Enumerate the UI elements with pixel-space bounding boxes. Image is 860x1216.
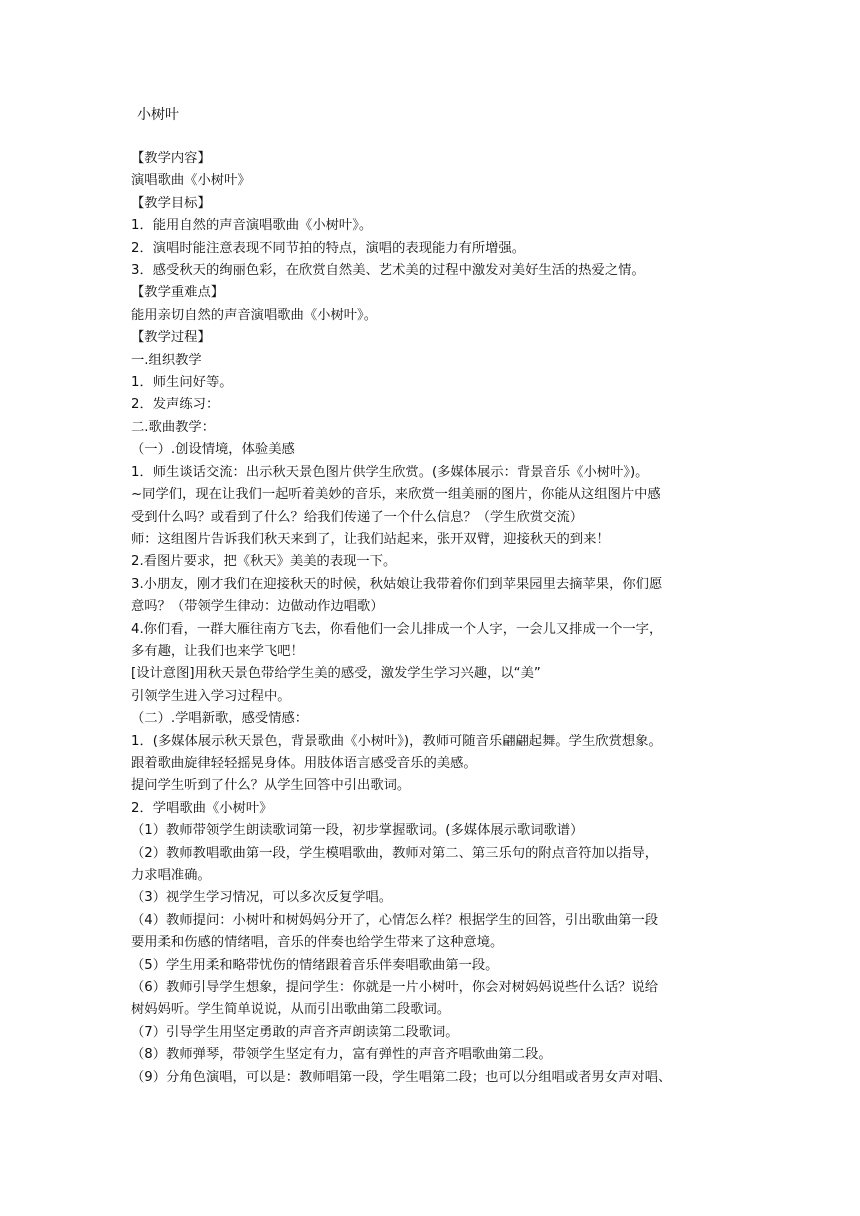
document-line: （5）学生用柔和略带忧伤的情绪跟着音乐伴奏唱歌曲第一段。 <box>131 957 499 973</box>
document-line: 演唱歌曲《小树叶》 <box>131 173 251 189</box>
document-line: 树妈妈听。学生简单说说，从而引出歌曲第二段歌词。 <box>131 1002 451 1018</box>
document-line: 【教学重难点】 <box>131 285 225 301</box>
document-line: 力求唱准确。 <box>131 868 211 883</box>
document-line: 师：这组图片告诉我们秋天来到了，让我们站起来，张开双臂，迎接秋天的到来！ <box>131 531 610 547</box>
document-line: （9）分角色演唱，可以是：教师唱第一段，学生唱第二段；也可以分组唱或者男女声对唱、 <box>131 1069 672 1085</box>
document-line: 一.组织教学 <box>131 352 202 368</box>
document-line: （3）视学生学习情况，可以多次反复学唱。 <box>131 890 393 906</box>
document-line: （8）教师弹琴，带领学生坚定有力，富有弹性的声音齐唱歌曲第二段。 <box>131 1047 552 1063</box>
document-line: （7）引导学生用坚定勇敢的声音齐声朗读第二段歌词。 <box>131 1024 459 1040</box>
document-line: 1．能用自然的声音演唱歌曲《小树叶》。 <box>131 218 373 234</box>
document-title: 小树叶 <box>137 107 179 123</box>
document-line: （1）教师带领学生朗读歌词第一段，初步掌握歌词。(多媒体展示歌词歌谱） <box>131 823 584 839</box>
document-line: 2．演唱时能注意表现不同节拍的特点，演唱的表现能力有所增强。 <box>131 240 526 256</box>
document-line: 多有趣，让我们也来学飞吧！ <box>131 643 304 659</box>
document-line: 1．(多媒体展示秋天景色，背景歌曲《小树叶》)，教师可随音乐翩翩起舞。学生欣赏想象。 <box>131 733 662 749</box>
document-line: 3.小朋友，刚才我们在迎接秋天的时候，秋姑娘让我带着你们到苹果园里去摘苹果，你们愿 <box>131 576 663 592</box>
document-line: 受到什么吗？或看到了什么？给我们传递了一个什么信息？（学生欣赏交流） <box>131 509 584 525</box>
document-line: （二）.学唱新歌，感受情感： <box>131 711 309 727</box>
document-line: [设计意图]用秋天景色带给学生美的感受，激发学生学习兴趣，以“美” <box>131 666 541 682</box>
document-line: 3．感受秋天的绚丽色彩，在欣赏自然美、艺术美的过程中激发对美好生活的热爱之情。 <box>131 263 645 279</box>
document-line: 提问学生听到了什么？从学生回答中引出歌词。 <box>131 778 411 794</box>
document-body <box>131 148 731 1089</box>
document-line: 引领学生进入学习过程中。 <box>131 688 291 704</box>
document-line: 2．学唱歌曲《小树叶》 <box>131 800 273 816</box>
document-line: 4.你们看，一群大雁往南方飞去，你看他们一会儿排成一个人字，一会儿又排成一个一字， <box>131 621 663 637</box>
document-line: 要用柔和伤感的情绪唱，音乐的伴奏也给学生带来了这种意境。 <box>131 935 504 951</box>
document-line: 【教学内容】 <box>131 151 211 166</box>
document-line: （6）教师引导学生想象，提问学生：你就是一片小树叶，你会对树妈妈说些什么话？说给 <box>131 980 659 996</box>
document-line: 1．师生问好等。 <box>131 375 233 391</box>
document-line: 2．发声练习： <box>131 397 220 413</box>
document-line: 2.看图片要求，把《秋天》美美的表现一下。 <box>131 554 397 570</box>
document-line: 【教学目标】 <box>131 195 211 211</box>
document-line: （一）.创设情境，体验美感 <box>131 442 295 458</box>
document-line: 意吗？（带领学生律动：边做动作边唱歌） <box>131 599 384 615</box>
document-line: （4）教师提问：小树叶和树妈妈分开了，心情怎么样？根据学生的回答，引出歌曲第一段 <box>131 912 659 928</box>
document-line: 能用亲切自然的声音演唱歌曲《小树叶》。 <box>131 307 377 323</box>
document-line: 1．师生谈话交流：出示秋天景色图片供学生欣赏。(多媒体展示：背景音乐《小树叶》)。 <box>131 464 649 480</box>
document-line: 跟着歌曲旋律轻轻摇晃身体。用肢体语言感受音乐的美感。 <box>131 755 477 771</box>
document-line: 【教学过程】 <box>131 330 211 346</box>
document-line: 二.歌曲教学： <box>131 419 216 435</box>
document-line: ~同学们，现在让我们一起听着美妙的音乐，来欣赏一组美丽的图片，你能从这组图片中感 <box>131 487 661 503</box>
document-line: （2）教师教唱歌曲第一段，学生模唱歌曲，教师对第二、第三乐句的附点音符加以指导， <box>131 845 659 861</box>
